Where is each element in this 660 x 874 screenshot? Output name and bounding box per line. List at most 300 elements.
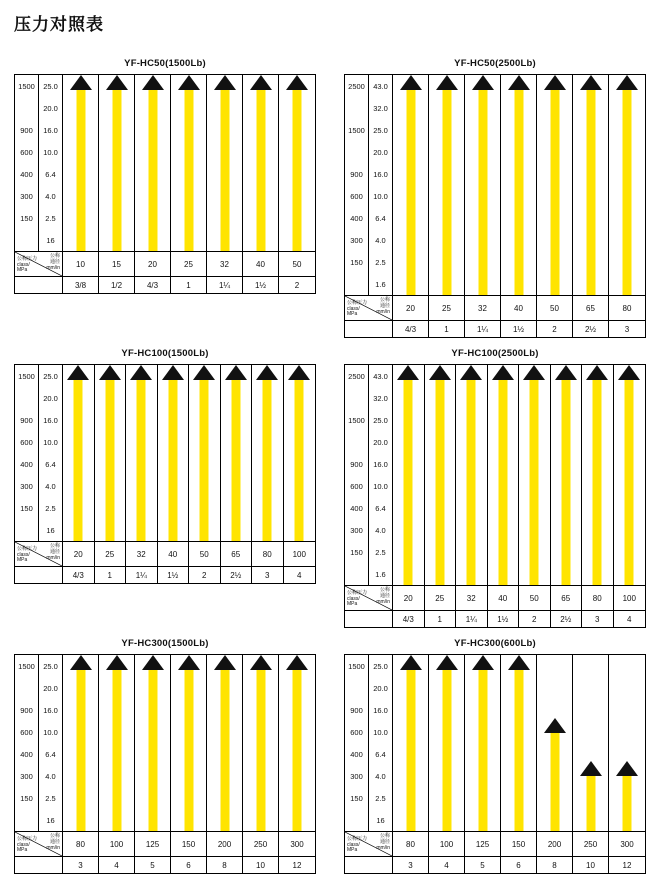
y-tick-mpa: 2.5 — [38, 787, 62, 809]
bar-column — [551, 365, 583, 585]
x-axis-dn-cell: 10 — [63, 252, 99, 276]
bar-column — [171, 75, 207, 251]
x-axis-inch-cell: 2 — [537, 321, 573, 337]
y-tick-class: 600 — [20, 727, 33, 737]
chart-box-1 — [344, 74, 646, 338]
y-tick-class: 300 — [350, 235, 363, 245]
bar — [293, 88, 302, 251]
y-tick-class: 150 — [20, 213, 33, 223]
y-tick — [15, 185, 62, 207]
bar — [200, 378, 209, 541]
x-axis-inch-cell: 3 — [393, 857, 429, 873]
bars-region-1 — [393, 75, 645, 295]
bar — [514, 88, 523, 295]
bar — [623, 88, 632, 295]
x-axis-dn-cell: 50 — [537, 296, 573, 320]
x-axis-inch-header — [345, 611, 393, 627]
bar-column — [284, 365, 316, 541]
bar — [112, 668, 121, 831]
y-tick — [15, 809, 62, 831]
x-axis-dn-cell: 40 — [158, 542, 190, 566]
bar-arrow-head — [67, 365, 89, 380]
chart-title-1: YF-HC50(2500Lb) — [454, 58, 536, 69]
x-axis-inch-cell: 2½ — [573, 321, 609, 337]
bar-column — [429, 655, 465, 831]
bar — [148, 668, 157, 831]
bar-column — [252, 365, 284, 541]
y-tick — [345, 75, 392, 97]
bar — [442, 668, 451, 831]
bar-arrow-head — [400, 655, 422, 670]
y-axis-5 — [345, 655, 393, 831]
x-axis-inch-cell: 12 — [292, 860, 302, 870]
chart-box-5 — [344, 654, 646, 874]
bar — [625, 378, 634, 585]
x-axis-inch-cell: 1/2 — [99, 277, 135, 293]
y-tick-class: 1500 — [18, 371, 35, 381]
y-tick — [15, 163, 62, 185]
bar-arrow-head — [618, 365, 640, 380]
y-tick — [345, 541, 392, 563]
y-tick-mpa: 16 — [38, 229, 62, 251]
chart-cell-3 — [330, 338, 660, 628]
x-axis-dn-cells — [393, 586, 645, 610]
x-axis-inch-cells — [63, 857, 315, 873]
bar-column — [207, 655, 243, 831]
y-tick — [345, 207, 392, 229]
x-axis-inch-cell: 3 — [63, 857, 99, 873]
y-tick-class: 900 — [350, 705, 363, 715]
x-axis-dn-header: 公称压力 class/ MPa 公称 通径 mm/in — [15, 542, 63, 566]
bar-column — [243, 75, 279, 251]
x-axis-inch-header — [345, 321, 393, 337]
x-axis-inch-cell: 5 — [465, 857, 501, 873]
y-tick — [15, 229, 62, 251]
x-axis-dn-cell: 150 — [501, 832, 537, 856]
bar-arrow-head — [130, 365, 152, 380]
y-tick — [15, 119, 62, 141]
x-axis-dn-cells — [63, 832, 315, 856]
x-axis-dn-cell: 100 — [622, 593, 636, 603]
y-tick — [345, 365, 392, 387]
y-tick-mpa: 16 — [368, 809, 392, 831]
bar-arrow-head — [580, 761, 602, 776]
y-tick-mpa: 43.0 — [368, 75, 392, 97]
x-axis-inch-header — [345, 857, 393, 873]
bar-column — [99, 75, 135, 251]
x-axis-dn-header: 公称压力 class/ MPa 公称 通径 mm/in — [15, 832, 63, 856]
y-tick-class: 2500 — [348, 81, 365, 91]
x-axis-inch-cell: 1½ — [501, 321, 537, 337]
bar-arrow-head — [70, 75, 92, 90]
bar-arrow-head — [472, 75, 494, 90]
x-axis-inch-cell: 10 — [573, 857, 609, 873]
bar-arrow-head — [400, 75, 422, 90]
x-axis-dn-cell: 200 — [207, 832, 243, 856]
y-tick-mpa: 16.0 — [368, 453, 392, 475]
x-axis-inch-cells — [393, 321, 645, 337]
y-tick-mpa: 4.0 — [38, 765, 62, 787]
bar — [168, 378, 177, 541]
bar-column — [135, 75, 171, 251]
bar-column — [95, 365, 127, 541]
x-axis-dn-cell: 32 — [465, 296, 501, 320]
bar — [406, 88, 415, 295]
bar-arrow-head — [555, 365, 577, 380]
chart-cell-1 — [330, 48, 660, 338]
y-tick — [345, 141, 392, 163]
y-tick-mpa: 16.0 — [38, 699, 62, 721]
y-tick-class: 600 — [350, 481, 363, 491]
bar-arrow-head — [162, 365, 184, 380]
y-tick-class: 1500 — [18, 81, 35, 91]
x-axis-dn-cells — [63, 542, 315, 566]
y-tick-mpa: 1.6 — [368, 563, 392, 585]
y-tick-mpa: 20.0 — [368, 431, 392, 453]
bar — [256, 668, 265, 831]
plot-area-2 — [15, 365, 315, 541]
bar-column — [456, 365, 488, 585]
bar-column — [582, 365, 614, 585]
bar — [148, 88, 157, 251]
bar-column — [221, 365, 253, 541]
x-axis-inch-cell: 1¼ — [456, 611, 488, 627]
x-axis-dn-row — [345, 831, 645, 856]
y-tick — [15, 699, 62, 721]
y-tick-class: 900 — [350, 459, 363, 469]
y-tick — [345, 475, 392, 497]
y-tick-mpa: 4.0 — [368, 765, 392, 787]
bar-arrow-head — [256, 365, 278, 380]
x-axis-dn-cell: 100 — [292, 549, 306, 559]
y-axis-3 — [345, 365, 393, 585]
y-tick-class: 300 — [350, 771, 363, 781]
x-axis-dn-row — [15, 541, 315, 566]
y-tick-class: 150 — [20, 503, 33, 513]
chart-cell-4 — [0, 628, 330, 874]
y-tick-class: 400 — [20, 169, 33, 179]
y-tick — [15, 519, 62, 541]
x-axis-dn-cell: 65 — [221, 542, 253, 566]
y-tick-mpa: 20.0 — [38, 387, 62, 409]
y-tick — [15, 141, 62, 163]
y-tick-mpa: 25.0 — [38, 655, 62, 677]
bar-arrow-head — [250, 75, 272, 90]
y-tick — [15, 97, 62, 119]
x-axis-inch-cell: 3 — [252, 567, 284, 583]
y-tick-class: 400 — [350, 503, 363, 513]
y-tick-mpa: 2.5 — [368, 541, 392, 563]
y-tick — [345, 809, 392, 831]
chart-box-0 — [14, 74, 316, 294]
y-tick-mpa: 6.4 — [368, 497, 392, 519]
y-tick-mpa: 20.0 — [368, 677, 392, 699]
chart-title-0: YF-HC50(1500Lb) — [124, 58, 206, 69]
y-tick-class: 300 — [20, 481, 33, 491]
bar-arrow-head — [616, 761, 638, 776]
y-tick-class: 600 — [20, 147, 33, 157]
x-axis-inch-cell: 3 — [624, 324, 630, 334]
bar-column — [171, 655, 207, 831]
x-axis-dn-cell: 20 — [135, 252, 171, 276]
bar — [467, 378, 476, 585]
chart-box-3 — [344, 364, 646, 628]
x-axis-inch-cell: 2 — [519, 611, 551, 627]
y-tick — [345, 387, 392, 409]
x-axis-dn-cell: 80 — [252, 542, 284, 566]
x-axis-inch-row — [15, 856, 315, 873]
x-axis-inch-cell: 2½ — [221, 567, 253, 583]
bar-arrow-head — [429, 365, 451, 380]
y-tick — [345, 273, 392, 295]
y-tick-class: 150 — [350, 793, 363, 803]
bar — [231, 378, 240, 541]
x-axis-inch-cell: 3/8 — [63, 277, 99, 293]
bar — [478, 668, 487, 831]
x-axis-dn-header: 公称压力 class/ MPa 公称 通径 mm/in — [15, 252, 63, 276]
x-axis-dn-cells — [393, 296, 645, 320]
x-axis-inch-cell: 1 — [429, 321, 465, 337]
y-tick — [345, 677, 392, 699]
bar — [586, 774, 595, 831]
x-axis-inch-cell: 4 — [99, 857, 135, 873]
y-tick — [15, 207, 62, 229]
y-tick — [345, 655, 392, 677]
bar-column — [135, 655, 171, 831]
x-axis-dn-cell: 32 — [207, 252, 243, 276]
y-tick-mpa: 43.0 — [368, 365, 392, 387]
y-tick — [345, 699, 392, 721]
x-axis-inch-cells — [393, 611, 645, 627]
x-axis-dn-cell: 100 — [429, 832, 465, 856]
bars-region-0 — [63, 75, 315, 251]
x-axis-inch-cell: 1¼ — [465, 321, 501, 337]
bar — [137, 378, 146, 541]
y-tick — [15, 497, 62, 519]
bar — [514, 668, 523, 831]
y-axis-2 — [15, 365, 63, 541]
y-tick-class: 900 — [350, 169, 363, 179]
y-tick — [345, 743, 392, 765]
y-tick-mpa: 16.0 — [38, 409, 62, 431]
x-axis-dn-cell: 80 — [622, 303, 632, 313]
bar-column — [573, 75, 609, 295]
chart-cell-5 — [330, 628, 660, 874]
x-axis-dn-cell: 40 — [243, 252, 279, 276]
x-axis-dn-row — [345, 585, 645, 610]
x-axis-dn-cell: 32 — [456, 586, 488, 610]
y-tick — [345, 563, 392, 585]
x-axis-inch-cell: 5 — [135, 857, 171, 873]
y-axis-4 — [15, 655, 63, 831]
x-axis-dn-cell: 65 — [551, 586, 583, 610]
y-tick-mpa: 32.0 — [368, 97, 392, 119]
x-axis-inch-row — [15, 276, 315, 293]
x-axis-dn-cell: 80 — [582, 586, 614, 610]
x-axis-dn-cell: 300 — [620, 839, 634, 849]
y-tick-class: 900 — [20, 705, 33, 715]
bar-column — [63, 75, 99, 251]
charts-grid — [0, 48, 660, 874]
chart-box-2 — [14, 364, 316, 584]
y-tick-mpa: 25.0 — [38, 75, 62, 97]
x-axis-inch-cell: 6 — [171, 857, 207, 873]
bar-arrow-head — [70, 655, 92, 670]
bar-column — [243, 655, 279, 831]
x-axis-dn-cell: 125 — [135, 832, 171, 856]
chart-cell-2 — [0, 338, 330, 628]
y-tick — [15, 365, 62, 387]
y-tick — [15, 475, 62, 497]
x-axis-dn-cell: 100 — [99, 832, 135, 856]
x-axis-inch-cell: 1¼ — [207, 277, 243, 293]
bar — [406, 668, 415, 831]
x-axis-inch-cell: 4/3 — [393, 321, 429, 337]
y-tick — [345, 409, 392, 431]
y-tick-mpa: 10.0 — [368, 475, 392, 497]
bar-arrow-head — [544, 718, 566, 733]
y-axis-1 — [345, 75, 393, 295]
bar — [184, 88, 193, 251]
bar-column — [465, 655, 501, 831]
bar-arrow-head — [436, 75, 458, 90]
bar-arrow-head — [508, 655, 530, 670]
x-axis-dn-cell: 80 — [393, 832, 429, 856]
bar — [593, 378, 602, 585]
bar — [561, 378, 570, 585]
x-axis-dn-cell: 15 — [99, 252, 135, 276]
bar — [295, 378, 304, 541]
bar-arrow-head — [508, 75, 530, 90]
bar-column — [537, 655, 573, 831]
x-axis-dn-cell: 20 — [393, 586, 425, 610]
y-tick-mpa: 6.4 — [38, 453, 62, 475]
bar-arrow-head — [193, 365, 215, 380]
y-tick-mpa: 10.0 — [38, 141, 62, 163]
y-tick-mpa: 4.0 — [38, 475, 62, 497]
bar-column — [63, 655, 99, 831]
chart-box-4 — [14, 654, 316, 874]
y-tick-mpa: 2.5 — [368, 251, 392, 273]
bar-column — [393, 655, 429, 831]
bar-arrow-head — [214, 655, 236, 670]
y-tick — [345, 251, 392, 273]
bar-arrow-head — [616, 75, 638, 90]
x-axis-dn-cell: 40 — [501, 296, 537, 320]
bar — [74, 378, 83, 541]
bar — [105, 378, 114, 541]
y-tick — [345, 431, 392, 453]
bar-arrow-head — [523, 365, 545, 380]
x-axis-dn-cell: 65 — [573, 296, 609, 320]
bar-column — [99, 655, 135, 831]
bar — [530, 378, 539, 585]
bar-column — [207, 75, 243, 251]
y-tick-mpa: 6.4 — [38, 743, 62, 765]
x-axis-inch-cell: 4 — [627, 614, 632, 624]
bar — [184, 668, 193, 831]
bar-arrow-head — [580, 75, 602, 90]
x-axis-dn-cell: 25 — [425, 586, 457, 610]
bar — [76, 668, 85, 831]
x-axis-dn-cell: 32 — [126, 542, 158, 566]
bar-arrow-head — [586, 365, 608, 380]
bar — [220, 88, 229, 251]
y-tick — [15, 387, 62, 409]
x-axis-inch-cell: 1 — [425, 611, 457, 627]
x-axis-inch-row — [15, 566, 315, 583]
bar-column — [537, 75, 573, 295]
bars-region-4 — [63, 655, 315, 831]
x-axis-dn-cells — [393, 832, 645, 856]
bar-arrow-head — [178, 655, 200, 670]
y-tick-class: 1500 — [348, 415, 365, 425]
y-tick-mpa: 20.0 — [38, 677, 62, 699]
bar — [76, 88, 85, 251]
y-tick — [345, 97, 392, 119]
bar-arrow-head — [178, 75, 200, 90]
y-tick-class: 1500 — [348, 125, 365, 135]
y-tick-mpa: 10.0 — [38, 431, 62, 453]
y-tick-class: 300 — [20, 771, 33, 781]
bar-arrow-head — [99, 365, 121, 380]
bars-region-2 — [63, 365, 315, 541]
x-axis-dn-cell: 20 — [393, 296, 429, 320]
bar-column — [393, 365, 425, 585]
x-axis-inch-cell: 12 — [622, 860, 632, 870]
bar-column — [158, 365, 190, 541]
bar-column — [465, 75, 501, 295]
x-axis-inch-cell: 4/3 — [135, 277, 171, 293]
bar — [442, 88, 451, 295]
y-tick-mpa: 16.0 — [368, 163, 392, 185]
x-axis-inch-row — [345, 856, 645, 873]
bar-arrow-head — [250, 655, 272, 670]
charts-row-3 — [0, 628, 660, 874]
y-tick-mpa: 32.0 — [368, 387, 392, 409]
x-axis-dn-header: 公称压力 class/ MPa 公称 通径 mm/in — [345, 296, 393, 320]
x-axis-dn-cell: 200 — [537, 832, 573, 856]
bar-column — [189, 365, 221, 541]
y-tick-mpa: 25.0 — [368, 655, 392, 677]
x-axis-dn-row — [15, 251, 315, 276]
x-axis-dn-row — [15, 831, 315, 856]
x-axis-inch-cell: 1 — [171, 277, 207, 293]
y-tick-class: 300 — [350, 525, 363, 535]
y-tick-mpa: 16.0 — [368, 699, 392, 721]
x-axis-inch-cell: 1½ — [488, 611, 520, 627]
bar — [404, 378, 413, 585]
x-axis-inch-cell: 1 — [95, 567, 127, 583]
y-tick-mpa: 6.4 — [38, 163, 62, 185]
y-tick-class: 150 — [20, 793, 33, 803]
y-tick — [15, 409, 62, 431]
bar — [498, 378, 507, 585]
x-axis-dn-cell: 300 — [290, 839, 304, 849]
x-axis-dn-cell: 125 — [465, 832, 501, 856]
x-axis-inch-cell: 1½ — [243, 277, 279, 293]
y-tick-mpa: 25.0 — [368, 409, 392, 431]
y-tick — [345, 765, 392, 787]
x-axis-inch-row — [345, 610, 645, 627]
y-tick — [345, 163, 392, 185]
bar — [550, 88, 559, 295]
bar-arrow-head — [214, 75, 236, 90]
y-tick-mpa: 16 — [38, 519, 62, 541]
y-tick-class: 900 — [20, 415, 33, 425]
bar-arrow-head — [460, 365, 482, 380]
bar-column — [279, 75, 315, 251]
